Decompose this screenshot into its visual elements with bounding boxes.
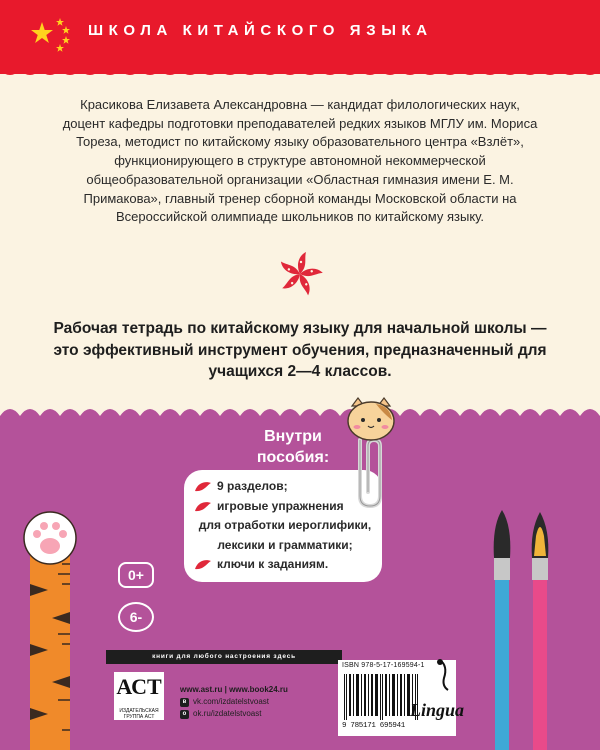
vk-link-text: vk.com/izdatelstvoast <box>193 697 270 706</box>
leaf-bullet-icon <box>194 559 212 571</box>
barcode-digits: 9 785171 695941 <box>342 722 406 730</box>
ruler-paw-icon <box>22 504 80 750</box>
ok-link[interactable] <box>180 708 288 720</box>
inside-title <box>238 426 348 468</box>
imprint-logo-text: Lingua <box>410 700 465 720</box>
list-item: лексики и грамматики; <box>217 537 353 552</box>
series-title: ШКОЛА КИТАЙСКОГО ЯЗЫКА <box>88 22 433 39</box>
inside-title-line1: Внутри <box>264 428 322 445</box>
isbn-text: ISBN 978-5-17-169594-1 <box>342 662 425 669</box>
header-banner <box>0 0 600 74</box>
leaf-bullet-icon <box>194 481 212 493</box>
publisher-links <box>180 684 288 720</box>
paintbrushes-icon <box>470 506 580 750</box>
ok-link-text: ok.ru/izdatelstvoast <box>193 709 262 718</box>
inside-title-line2: пособия: <box>256 449 330 466</box>
list-item: для отработки иероглифики, <box>198 518 372 532</box>
publisher-logo-text: АСТ <box>116 674 162 699</box>
book-description: Рабочая тетрадь по китайскому языку для начальной школы — это эффективный инструмент обучения, предназначенный для учащихся 2—4 классов. <box>53 320 547 380</box>
publisher-subtitle: ИЗДАТЕЛЬСКАЯ ГРУППА АСТ <box>119 708 159 720</box>
vk-icon: в <box>180 698 189 707</box>
age-rating-badge: 0+ <box>118 562 154 588</box>
flower-icon <box>276 250 324 298</box>
author-bio: Красикова Елизавета Александровна — кандидат филологических наук, доцент кафедры подготовки преподавателей редких языков МГЛУ им. Мориса Тореза, методист по китайскому языку образовательного центра «Взлёт», функционирующего в структуре автономной некоммерческой общеобразовательной организации «Областная гимназия имени Е. М. Примакова», главный тренер сборной команды Московской области на Всероссийской олимпиаде школьников по китайскому языку. <box>62 97 538 225</box>
publisher-logo <box>114 672 164 720</box>
star-icon <box>30 14 80 58</box>
leaf-bullet-icon <box>194 501 212 513</box>
header-scallop-edge <box>0 66 600 80</box>
vk-link[interactable] <box>180 696 288 708</box>
website-links[interactable]: www.ast.ru | www.book24.ru <box>180 685 288 694</box>
cat-paperclip-icon <box>340 396 402 508</box>
barcode-bars <box>344 674 420 720</box>
feature-text: ключи к заданиям. <box>217 557 329 571</box>
list-item <box>194 556 374 574</box>
footer-slogan: книги для любого настроения здесь <box>106 650 342 664</box>
feature-text: 9 разделов; <box>217 479 288 493</box>
age-group-badge: 6- <box>118 602 154 632</box>
ok-icon: о <box>180 710 189 719</box>
feature-text: игровые упражнения <box>217 498 344 513</box>
